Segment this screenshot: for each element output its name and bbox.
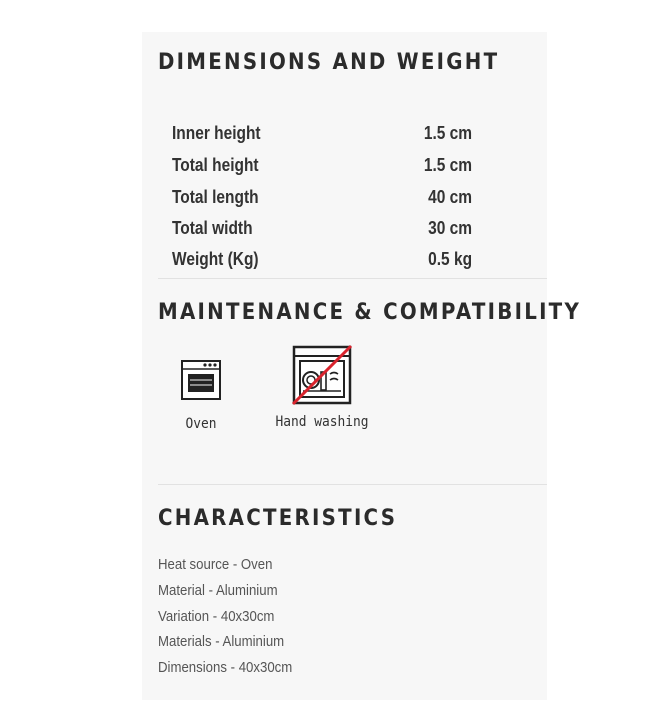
maintenance-item-hand-washing xyxy=(262,344,382,430)
no-dishwasher-icon xyxy=(291,344,353,406)
spec-row-weight xyxy=(172,249,472,273)
spec-value: 1.5 cm xyxy=(423,155,472,175)
dimensions-section xyxy=(158,50,547,280)
spec-label: Total width xyxy=(172,218,253,238)
product-specs-panel xyxy=(142,32,582,700)
maintenance-section xyxy=(158,300,582,480)
spec-row-total-length xyxy=(172,187,472,211)
characteristic-line: Variation - 40x30cm xyxy=(158,608,275,625)
spec-value: 1.5 cm xyxy=(423,123,472,143)
spec-row-total-height xyxy=(172,155,472,179)
dimensions-title: DIMENSIONS AND WEIGHT xyxy=(158,50,500,75)
oven-icon xyxy=(179,358,223,402)
maintenance-item-oven xyxy=(176,358,226,432)
section-divider xyxy=(158,278,547,279)
spec-row-inner-height xyxy=(172,123,472,147)
spec-value: 0.5 kg xyxy=(428,249,472,269)
spec-label: Total length xyxy=(172,187,259,207)
characteristic-line: Materials - Aluminium xyxy=(158,633,285,650)
characteristics-section xyxy=(158,506,547,686)
characteristics-title: CHARACTERISTICS xyxy=(158,506,398,531)
spec-value: 40 cm xyxy=(428,187,472,207)
characteristic-line: Dimensions - 40x30cm xyxy=(158,659,293,676)
spec-label: Inner height xyxy=(172,123,261,143)
spec-row-total-width xyxy=(172,218,472,242)
characteristic-line: Heat source - Oven xyxy=(158,556,273,573)
section-divider xyxy=(158,484,547,485)
maintenance-label: Hand washing xyxy=(275,414,369,430)
maintenance-title: MAINTENANCE & COMPATIBILITY xyxy=(158,300,582,325)
maintenance-label: Oven xyxy=(185,416,217,432)
spec-value: 30 cm xyxy=(428,218,472,238)
characteristic-line: Material - Aluminium xyxy=(158,582,278,599)
spec-label: Weight (Kg) xyxy=(172,249,259,269)
spec-label: Total height xyxy=(172,155,259,175)
